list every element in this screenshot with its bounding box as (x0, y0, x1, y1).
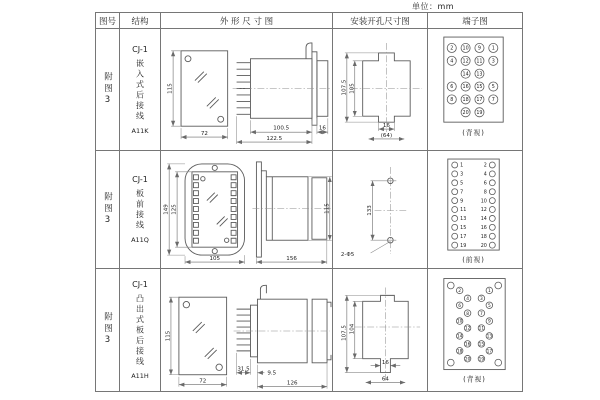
outline-diagram-a11q (161, 151, 332, 268)
model-code: A11H (131, 372, 149, 381)
svg-text:6: 6 (450, 85, 454, 91)
terminal-diagram-a11h (428, 269, 522, 391)
terminal-drawing-a11q (428, 151, 522, 269)
structure-name: 嵌入式后接线 (135, 58, 145, 122)
view-label: (背视) (463, 375, 486, 384)
svg-text:20: 20 (480, 243, 487, 249)
model-code: A11Q (131, 236, 149, 244)
dimension-annotations (341, 53, 404, 139)
model-code: A11K (131, 126, 149, 135)
outline-drawing-a11h (161, 269, 333, 391)
svg-text:11: 11 (460, 208, 467, 214)
outline-drawing-a11k (161, 29, 333, 151)
svg-text:2: 2 (450, 46, 454, 52)
dim-inner-height: 105 (349, 83, 356, 94)
dim-front-width: 72 (200, 131, 208, 138)
svg-text:13: 13 (476, 72, 483, 78)
series-label: CJ-1 (132, 44, 148, 54)
outline-diagram-a11k (161, 29, 332, 150)
svg-text:18: 18 (456, 349, 463, 355)
mounting-drawing-a11k (333, 29, 428, 151)
hole-size-label: 2-Φ5 (340, 252, 355, 259)
unit-label: 单位：mm (412, 2, 455, 11)
outline-linework (181, 43, 328, 126)
svg-text:8: 8 (483, 190, 487, 196)
figure-no-a11q (96, 151, 120, 269)
dim-outer-height: 149 (163, 204, 170, 215)
svg-text:4: 4 (483, 172, 487, 178)
dim-rear-length: 16 (318, 125, 326, 132)
svg-text:5: 5 (487, 303, 491, 309)
svg-text:20: 20 (462, 110, 469, 116)
svg-text:9: 9 (487, 319, 491, 325)
svg-text:1: 1 (487, 289, 491, 295)
svg-text:3: 3 (491, 59, 495, 65)
dim-plate-length: 9.5 (267, 370, 277, 377)
svg-text:9: 9 (477, 46, 481, 52)
svg-text:10: 10 (480, 199, 487, 205)
dim-hole-span: 133 (367, 205, 374, 216)
outline-diagram-a11h (161, 269, 332, 391)
dim-body-length: 126 (286, 380, 298, 387)
dimension-annotations (341, 295, 405, 382)
figure-no-a11h (96, 269, 120, 391)
svg-text:19: 19 (478, 357, 485, 363)
svg-text:17: 17 (476, 98, 483, 104)
series-label: CJ-1 (132, 279, 148, 289)
structure-name: 板前接线 (135, 189, 145, 231)
svg-text:18: 18 (462, 98, 469, 104)
dim-span: (64) (380, 132, 393, 139)
svg-text:16: 16 (464, 342, 471, 348)
header-figure-no: 图号 (96, 13, 120, 29)
spec-table (95, 12, 523, 392)
mounting-drawing-a11q (333, 151, 428, 269)
svg-text:13: 13 (486, 334, 493, 340)
svg-text:12: 12 (462, 59, 469, 65)
header-terminal-diagram: 端子图 (428, 13, 522, 29)
dim-inner-height: 125 (171, 204, 178, 215)
terminal-drawing-a11k (428, 29, 522, 151)
dimension-annotations (341, 181, 373, 258)
dim-front-height: 115 (165, 330, 172, 342)
svg-text:16: 16 (462, 85, 469, 91)
figure-no-label: 附图3 (102, 71, 113, 108)
outline-drawing-a11q (161, 151, 333, 269)
svg-text:18: 18 (480, 234, 487, 240)
terminal-diagram-a11q (428, 151, 522, 268)
svg-text:6: 6 (458, 303, 462, 309)
figure-no-label: 附图3 (102, 191, 113, 228)
svg-text:19: 19 (460, 243, 467, 249)
svg-text:17: 17 (460, 234, 467, 240)
svg-text:2: 2 (483, 163, 487, 169)
dim-slot-width: 16 (382, 123, 390, 130)
dim-outer-height: 107.5 (341, 325, 348, 341)
svg-text:15: 15 (476, 85, 483, 91)
terminal-grid (456, 287, 492, 362)
structure-a11k (120, 29, 161, 151)
dim-side-height: 115 (324, 203, 331, 214)
structure-a11h (120, 269, 161, 391)
view-label: (背视) (462, 129, 485, 138)
mounting-diagram-a11k (333, 29, 427, 150)
dim-slot-width: 16 (381, 360, 389, 367)
outline-linework (185, 162, 327, 257)
svg-text:14: 14 (462, 72, 469, 78)
mounting-diagram-a11h (333, 269, 427, 391)
svg-text:4: 4 (450, 59, 454, 65)
svg-text:2: 2 (458, 289, 462, 295)
mounting-diagram-a11q (333, 151, 427, 268)
terminal-grid (452, 162, 496, 249)
dim-front-width: 72 (199, 378, 207, 385)
svg-text:10: 10 (456, 319, 463, 325)
svg-text:8: 8 (466, 311, 469, 317)
dim-front-width: 105 (209, 256, 221, 263)
svg-text:12: 12 (480, 208, 487, 214)
svg-text:14: 14 (480, 217, 487, 223)
svg-text:11: 11 (476, 59, 483, 65)
svg-text:11: 11 (478, 326, 485, 332)
svg-text:7: 7 (491, 98, 495, 104)
svg-text:13: 13 (460, 217, 467, 223)
dim-body-length: 100.5 (273, 125, 290, 132)
mounting-drawing-a11h (333, 269, 428, 391)
svg-text:3: 3 (460, 172, 464, 178)
svg-text:5: 5 (491, 85, 495, 91)
svg-text:14: 14 (456, 334, 463, 340)
dim-front-height: 115 (167, 83, 174, 94)
dim-pin-length: 31.5 (237, 366, 250, 373)
svg-text:1: 1 (491, 46, 495, 52)
svg-text:15: 15 (478, 342, 485, 348)
svg-text:19: 19 (476, 110, 483, 116)
header-mounting-dims: 安装开孔尺寸图 (333, 13, 428, 29)
svg-text:12: 12 (464, 326, 471, 332)
header-outline-dims: 外 形 尺 寸 图 (161, 13, 333, 29)
dim-side-length: 156 (286, 256, 297, 263)
svg-text:5: 5 (460, 181, 464, 187)
svg-text:16: 16 (480, 225, 487, 231)
dimension-annotations (168, 51, 328, 142)
corner-holes (447, 282, 501, 366)
dim-inner-height: 104 (349, 323, 356, 335)
dim-span: 64 (381, 376, 389, 383)
outline-linework (179, 285, 331, 374)
svg-text:10: 10 (462, 46, 469, 52)
dimension-annotations (165, 297, 327, 386)
svg-text:3: 3 (480, 296, 483, 302)
dim-total-length: 122.5 (266, 136, 283, 143)
svg-text:20: 20 (464, 357, 471, 363)
series-label: CJ-1 (132, 175, 148, 184)
terminal-drawing-a11h (428, 269, 522, 391)
svg-text:7: 7 (460, 190, 464, 196)
figure-no-a11k (96, 29, 120, 151)
svg-text:17: 17 (486, 349, 493, 355)
terminal-diagram-a11k (428, 29, 522, 150)
view-label: (前视) (462, 255, 485, 264)
structure-a11q (120, 151, 161, 269)
svg-text:4: 4 (466, 296, 469, 302)
svg-text:6: 6 (483, 181, 487, 187)
dim-outer-height: 107.5 (341, 79, 348, 96)
svg-text:1: 1 (460, 163, 464, 169)
structure-name: 凸出式板后接线 (135, 293, 145, 368)
terminal-grid (447, 43, 498, 116)
svg-text:15: 15 (460, 225, 467, 231)
svg-text:9: 9 (460, 199, 464, 205)
svg-text:8: 8 (450, 98, 454, 104)
figure-no-label: 附图3 (102, 312, 113, 348)
header-structure: 结构 (120, 13, 161, 29)
svg-text:7: 7 (480, 311, 483, 317)
